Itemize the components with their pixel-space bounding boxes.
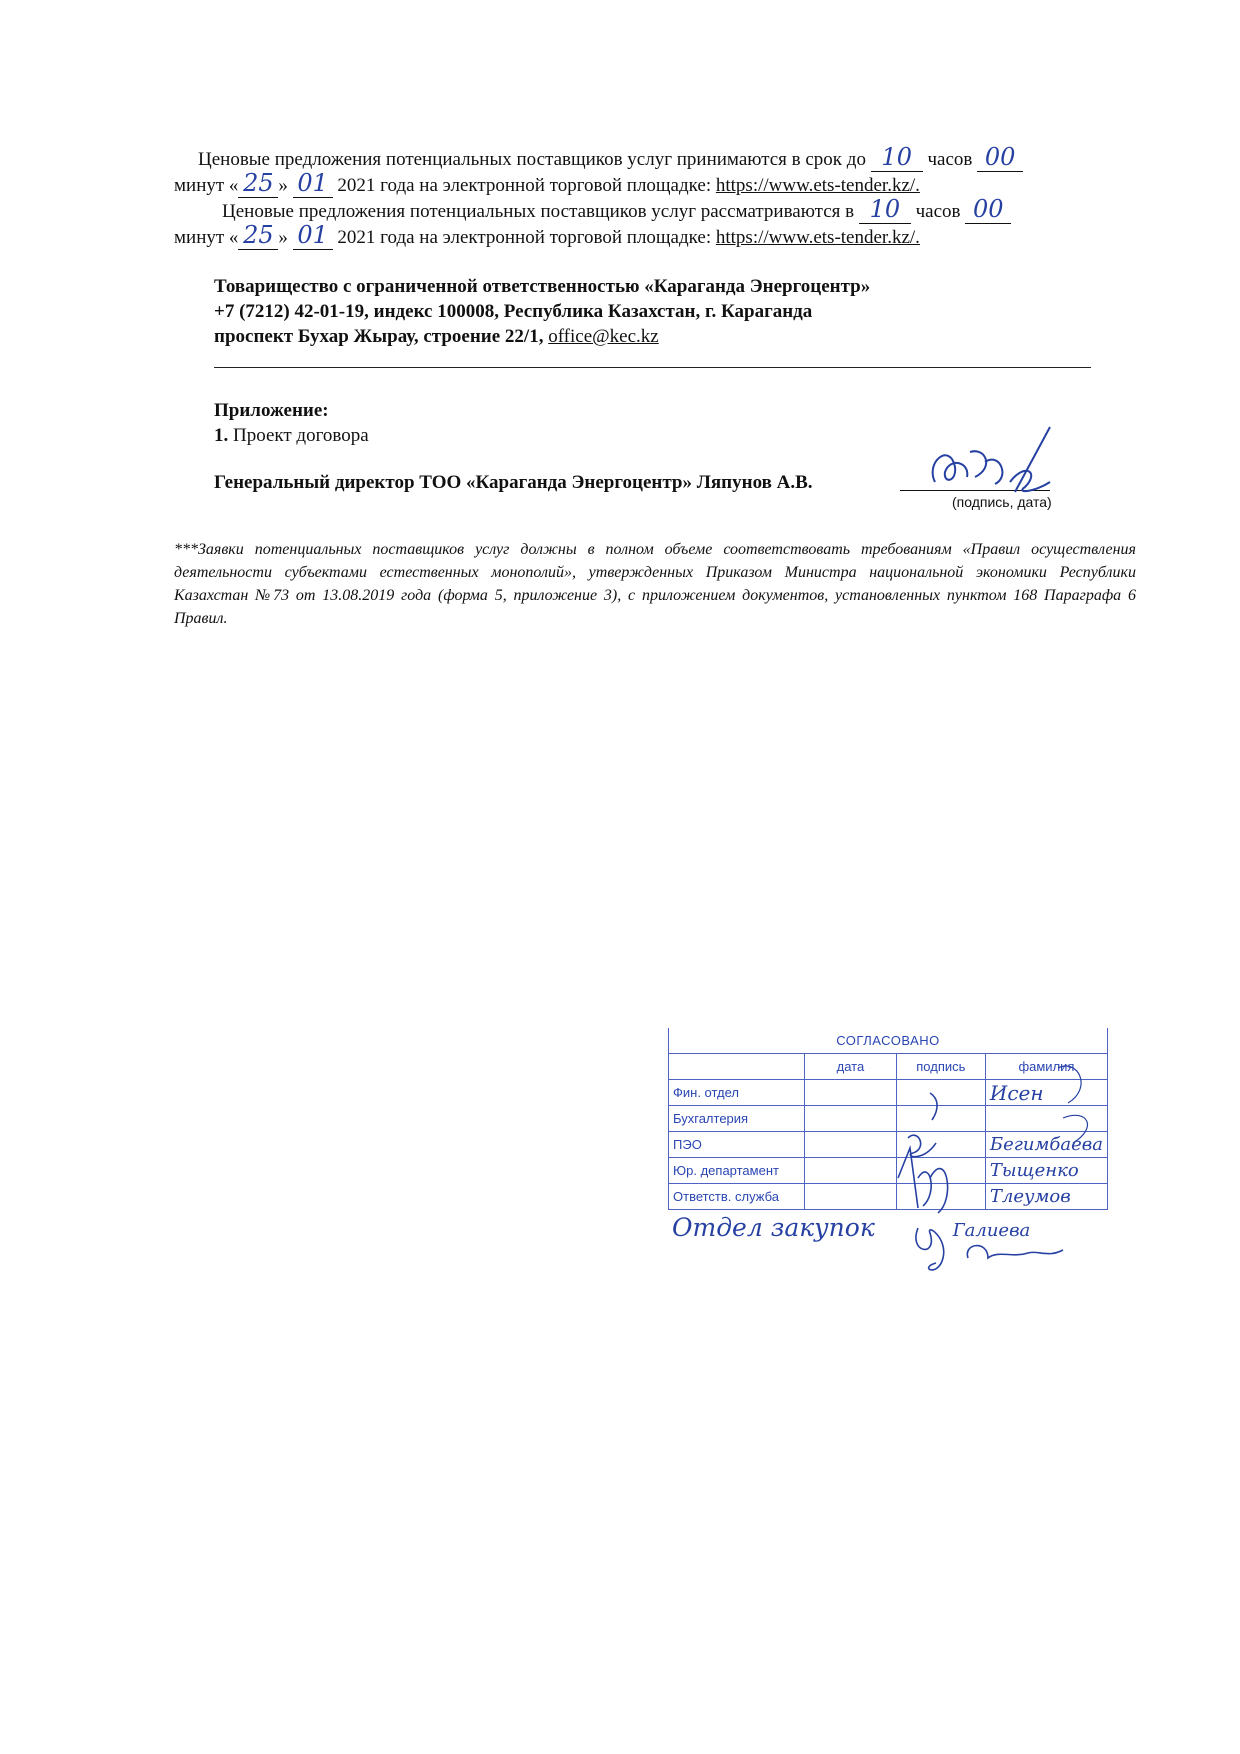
appendix-item — [214, 423, 369, 448]
stamp-surname: Бегимбаева — [985, 1132, 1107, 1158]
offer-month: 01 — [297, 169, 328, 197]
review-year-text: 2021 года на электронной торговой площадке: — [337, 227, 712, 248]
stamp-surname: Тыщенко — [985, 1158, 1107, 1184]
stamp-col-sign: подпись — [896, 1054, 985, 1080]
offer-deadline-text: Ценовые предложения потенциальных поставщиков услуг принимаются в срок до — [198, 149, 866, 170]
company-email-link[interactable]: office@kec.kz — [548, 326, 659, 347]
appendix-section — [214, 398, 369, 448]
offer-hour: 10 — [881, 143, 912, 171]
review-day: 25 — [243, 221, 274, 249]
approval-stamp — [668, 1028, 1108, 1288]
company-name: Товарищество с ограниченной ответственностью «Караганда Энергоцентр» — [214, 276, 871, 297]
quote-close: » — [278, 175, 288, 196]
stamp-row-label: Юр. департамент — [669, 1158, 805, 1184]
separator-line — [214, 367, 1091, 368]
ets-tender-link[interactable]: https://www.ets-tender.kz/. — [715, 227, 920, 248]
review-hour: 10 — [869, 195, 901, 223]
offer-minute: 00 — [984, 143, 1016, 171]
stamp-row-label: Бухгалтерия — [669, 1106, 805, 1132]
appendix-heading: Приложение: — [214, 400, 329, 421]
director-line: Генеральный директор ТОО «Караганда Энергоцентр» Ляпунов А.В. — [214, 472, 813, 493]
stamp-row-label: Ответств. служба — [669, 1184, 805, 1210]
signature-caption: (подпись, дата) — [952, 494, 1052, 510]
offer-deadline-line2 — [174, 169, 920, 199]
stamp-col-date: дата — [805, 1054, 897, 1080]
stamp-col-name: фамилия — [985, 1054, 1107, 1080]
stamp-signatures — [668, 1028, 1108, 1288]
offer-day: 25 — [243, 169, 274, 197]
appendix-item-text: Проект договора — [233, 425, 369, 446]
review-deadline-line1 — [222, 195, 1011, 225]
company-street-line — [214, 324, 870, 349]
ets-tender-link[interactable]: https://www.ets-tender.kz/. — [715, 175, 920, 196]
company-address: +7 (7212) 42-01-19, индекс 100008, Республика Казахстан, г. Караганда — [214, 301, 813, 322]
hours-word: часов — [915, 201, 961, 222]
purchasing-dept-label: Отдел закупок — [672, 1213, 875, 1242]
stamp-row-label: Фин. отдел — [669, 1080, 805, 1106]
hours-word: часов — [927, 149, 973, 170]
minutes-word: минут « — [174, 227, 239, 248]
stamp-surname: Галиева — [952, 1220, 1031, 1241]
stamp-title: СОГЛАСОВАНО — [669, 1028, 1108, 1054]
director-signature — [915, 422, 1065, 502]
review-deadline-text: Ценовые предложения потенциальных поставщиков услуг рассматриваются в — [222, 201, 855, 222]
review-deadline-line2 — [174, 221, 920, 251]
stamp-surname: Исен — [985, 1080, 1107, 1106]
company-street: проспект Бухар Жырау, строение 22/1, — [214, 326, 544, 347]
offer-year-text: 2021 года на электронной торговой площадке: — [337, 175, 712, 196]
quote-close: » — [278, 227, 288, 248]
review-month: 01 — [297, 221, 328, 249]
minutes-word: минут « — [174, 175, 239, 196]
stamp-surname: Тлеумов — [985, 1184, 1107, 1210]
stamp-row-label: ПЭО — [669, 1132, 805, 1158]
requirements-note: ***Заявки потенциальных поставщиков услуг должны в полном объеме соответствовать требованиям «Правил осуществления деятельности субъектами естественных монополий», утвержденных Приказом Министра национальной экономики Республики Казахстан №73 от 13.08.2019 года (форма 5, приложение 3), с приложением документов, установленных пунктом 168 Параграфа 6 Правил. — [174, 541, 1136, 627]
review-minute: 00 — [973, 195, 1004, 223]
appendix-item-number: 1. — [214, 425, 229, 446]
company-details — [214, 274, 870, 349]
